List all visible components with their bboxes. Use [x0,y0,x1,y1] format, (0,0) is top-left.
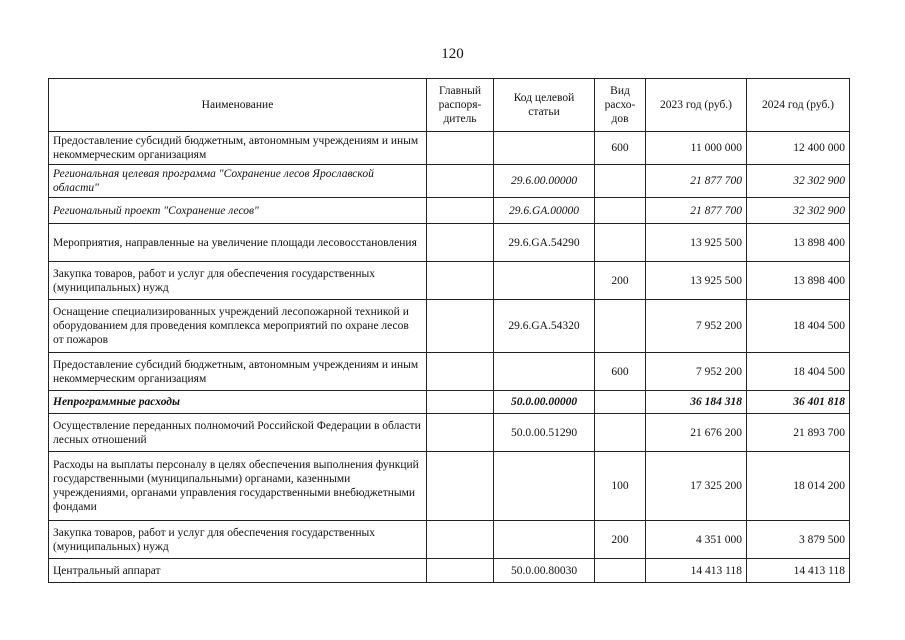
cell-amount-2023: 17 325 200 [646,452,747,521]
cell-target-code: 29.6.GA.00000 [494,198,595,224]
cell-main-manager [427,198,494,224]
cell-target-code: 29.6.00.00000 [494,165,595,198]
cell-amount-2024: 18 014 200 [747,452,850,521]
cell-amount-2024: 18 404 500 [747,353,850,391]
cell-name: Региональный проект "Сохранение лесов" [49,198,427,224]
budget-table [48,78,850,583]
table-body [49,132,850,583]
cell-name: Мероприятия, направленные на увеличение площади лесовосстановления [49,224,427,262]
cell-target-code: 50.0.00.00000 [494,391,595,414]
cell-main-manager [427,391,494,414]
header-target-code: Код целевой статьи [494,79,595,132]
cell-target-code [494,353,595,391]
cell-target-code: 50.0.00.51290 [494,414,595,452]
cell-name: Закупка товаров, работ и услуг для обеспечения государственных (муниципальных) нужд [49,521,427,559]
cell-main-manager [427,262,494,300]
cell-amount-2024: 18 404 500 [747,300,850,353]
cell-main-manager [427,165,494,198]
cell-amount-2023: 4 351 000 [646,521,747,559]
cell-amount-2023: 13 925 500 [646,262,747,300]
cell-amount-2023: 21 877 700 [646,198,747,224]
cell-amount-2024: 12 400 000 [747,132,850,165]
cell-target-code [494,452,595,521]
cell-main-manager [427,521,494,559]
cell-expense-type [595,559,646,583]
cell-amount-2023: 14 413 118 [646,559,747,583]
cell-main-manager [427,452,494,521]
cell-amount-2023: 13 925 500 [646,224,747,262]
header-expense-type: Вид расхо-дов [595,79,646,132]
cell-target-code [494,521,595,559]
table-row [49,165,850,198]
header-year-2023: 2023 год (руб.) [646,79,747,132]
cell-amount-2023: 7 952 200 [646,353,747,391]
header-name: Наименование [49,79,427,132]
cell-name: Региональная целевая программа "Сохранение лесов Ярославской области" [49,165,427,198]
cell-amount-2024: 21 893 700 [747,414,850,452]
cell-expense-type: 100 [595,452,646,521]
cell-amount-2023: 7 952 200 [646,300,747,353]
cell-expense-type: 600 [595,132,646,165]
cell-name: Центральный аппарат [49,559,427,583]
cell-expense-type: 600 [595,353,646,391]
table-row [49,414,850,452]
cell-target-code: 50.0.00.80030 [494,559,595,583]
cell-name: Предоставление субсидий бюджетным, автономным учреждениям и иным некоммерческим организациям [49,132,427,165]
cell-amount-2024: 13 898 400 [747,262,850,300]
cell-main-manager [427,353,494,391]
table-row [49,521,850,559]
table-row [49,452,850,521]
cell-name: Осуществление переданных полномочий Российской Федерации в области лесных отношений [49,414,427,452]
cell-main-manager [427,559,494,583]
cell-amount-2024: 3 879 500 [747,521,850,559]
cell-amount-2024: 32 302 900 [747,198,850,224]
table-row [49,391,850,414]
cell-amount-2024: 36 401 818 [747,391,850,414]
header-year-2024: 2024 год (руб.) [747,79,850,132]
table-row [49,132,850,165]
cell-expense-type: 200 [595,521,646,559]
cell-amount-2024: 32 302 900 [747,165,850,198]
table-row [49,198,850,224]
table-row [49,300,850,353]
cell-expense-type [595,224,646,262]
cell-target-code [494,132,595,165]
cell-name: Расходы на выплаты персоналу в целях обеспечения выполнения функций государственными (муниципальными) органами, казенными учреждениями, органами управления государственными внебюджетными фондами [49,452,427,521]
cell-name: Непрограммные расходы [49,391,427,414]
cell-amount-2023: 11 000 000 [646,132,747,165]
cell-amount-2024: 14 413 118 [747,559,850,583]
cell-name: Предоставление субсидий бюджетным, автономным учреждениям и иным некоммерческим организациям [49,353,427,391]
cell-target-code: 29.6.GA.54320 [494,300,595,353]
table-header-row [49,79,850,132]
cell-amount-2023: 21 676 200 [646,414,747,452]
table-row [49,353,850,391]
table-row [49,262,850,300]
cell-expense-type [595,300,646,353]
cell-expense-type: 200 [595,262,646,300]
cell-name: Закупка товаров, работ и услуг для обеспечения государственных (муниципальных) нужд [49,262,427,300]
cell-expense-type [595,391,646,414]
page-number: 120 [441,46,464,62]
table-row [49,559,850,583]
cell-amount-2024: 13 898 400 [747,224,850,262]
cell-main-manager [427,132,494,165]
cell-expense-type [595,165,646,198]
cell-target-code [494,262,595,300]
cell-name: Оснащение специализированных учреждений лесопожарной техникой и оборудованием для проведения комплекса мероприятий по охране лесов от пожаров [49,300,427,353]
cell-target-code: 29.6.GA.54290 [494,224,595,262]
cell-main-manager [427,414,494,452]
cell-amount-2023: 21 877 700 [646,165,747,198]
cell-main-manager [427,224,494,262]
cell-main-manager [427,300,494,353]
table-row [49,224,850,262]
cell-expense-type [595,414,646,452]
header-main-manager: Главный распоря-дитель [427,79,494,132]
cell-expense-type [595,198,646,224]
cell-amount-2023: 36 184 318 [646,391,747,414]
